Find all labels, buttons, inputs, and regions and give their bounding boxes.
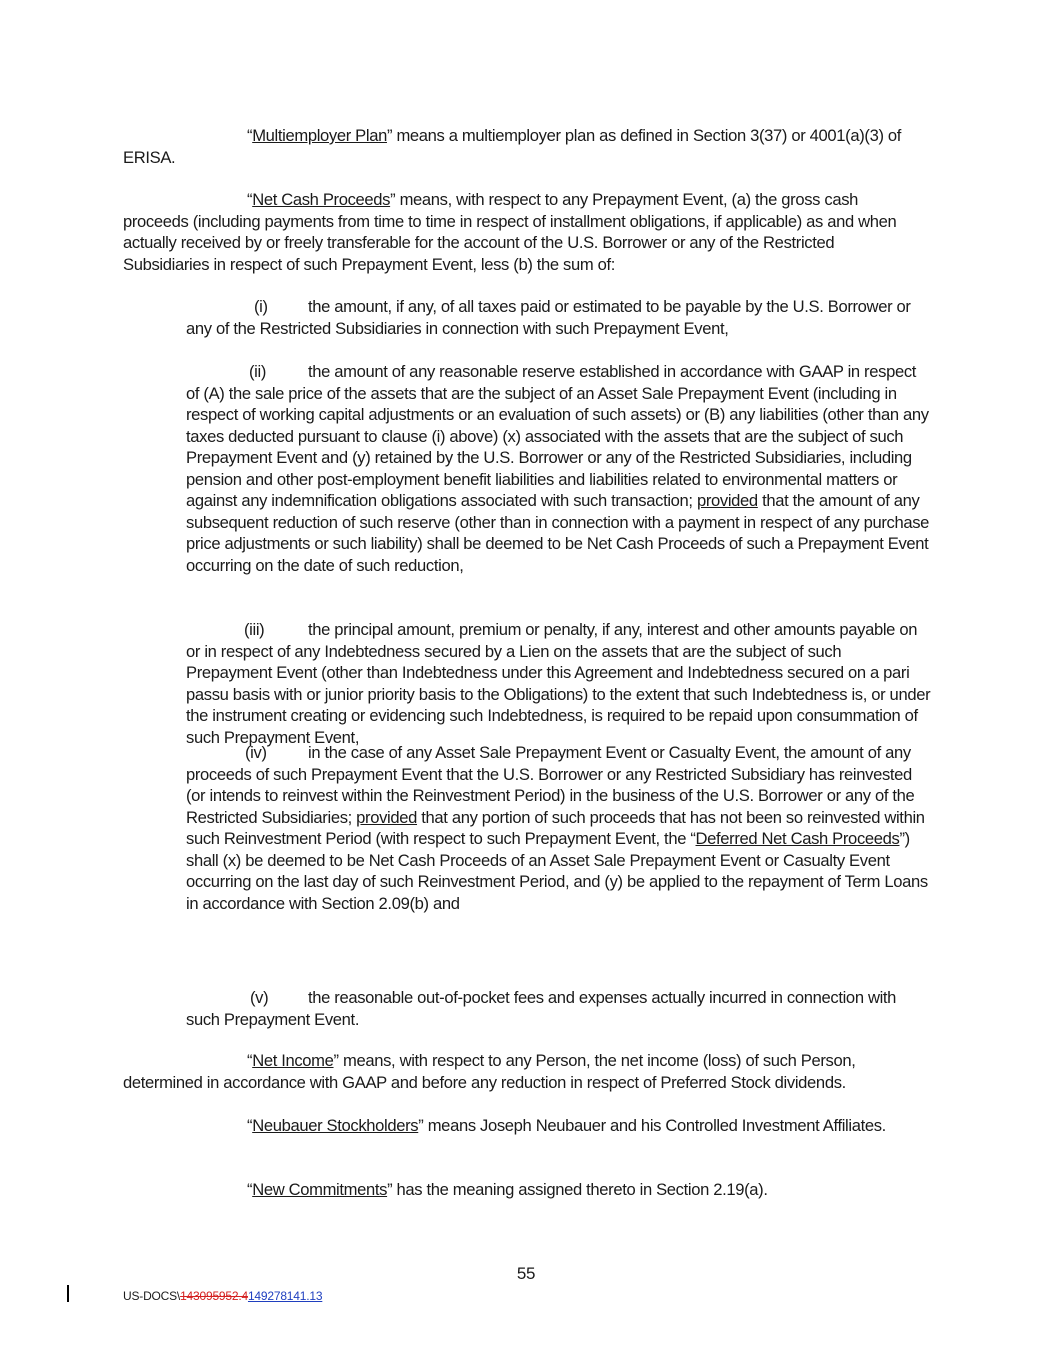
defined-term: Multiemployer Plan — [252, 126, 387, 145]
clause-number: (v) — [250, 988, 269, 1007]
clause-number: (iii) — [244, 620, 265, 639]
defined-term: Net Cash Proceeds — [252, 190, 391, 209]
clause-v: (v) the reasonable out-of-pocket fees and expenses actually incurred in connection with such Prepayment Event. — [186, 988, 897, 1029]
definition-net-cash-proceeds: “Net Cash Proceeds” means, with respect to any Prepayment Event, (a) the gross cash proceeds (including payments from time to time in respect of installment obligations, if applicable) as and when actually received by or freely transferable for the account of the U.S. Borrower or any of the Restricted Subsidiaries in respect of such Prepayment Event, less (b) the sum of: — [123, 190, 897, 274]
clause-i: (i) the amount, if any, of all taxes paid or estimated to be payable by the U.S. Borrower or any of the Restricted Subsidiaries in connection with such Prepayment Event, — [186, 297, 911, 338]
page-number: 55 — [516, 1264, 536, 1283]
defined-term: Net Income — [252, 1051, 334, 1070]
proviso-keyword: provided — [356, 807, 418, 827]
deleted-doc-number: 143095952.4 — [180, 1289, 248, 1303]
defined-term: Deferred Net Cash Proceeds — [695, 829, 900, 848]
clause-number: (iv) — [245, 743, 267, 762]
revision-bar — [67, 1285, 69, 1302]
inserted-doc-number: 149278141.13 — [247, 1289, 323, 1303]
definition-neubauer-stockholders: “Neubauer Stockholders” means Joseph Neubauer and his Controlled Investment Affiliates. — [247, 1116, 886, 1135]
proviso-keyword: provided — [696, 491, 758, 510]
clause-iv: (iv) in the case of any Asset Sale Prepayment Event or Casualty Event, the amount of any proceeds of such Prepayment Event that the U.S. Borrower or any Restricted Subsidiary has reinvested (or intends to reinvest within the Reinvestment Period) in the business of the U.S. Borrower or any of the Restricted Subsidiaries; provided that any portion of such proceeds that has not been so reinvested within such Reinvestment Period (with respect to such Prepayment Event, the “Deferred Net Cash Proceeds”) shall (x) be deemed to be Net Cash Proceeds of an Asset Sale Prepayment Event or Casualty Event occurring on the last day of such Reinvestment Period, and (y) be applied to the repayment of Term Loans in accordance with Section 2.09(b) and — [186, 743, 928, 913]
definition-net-income: “Net Income” means, with respect to any Person, the net income (loss) of such Person, determined in accordance with GAAP and before any reduction in respect of Preferred Stock dividends. — [123, 1051, 856, 1092]
clause-ii: (ii) the amount of any reasonable reserve established in accordance with GAAP in respect of (A) the sale price of the assets that are the subject of an Asset Sale Prepayment Event (including in respect of working capital adjustments or an evaluation of such assets) or (B) any liabilities (other than any taxes deducted pursuant to clause (i) above) (x) associated with the assets that are the subject of such Prepayment Event and (y) retained by the U.S. Borrower or any of the Restricted Subsidiaries, including pension and other post-employment benefit liabilities and liabilities related to environmental matters or against any indemnification obligations associated with such transaction; provided that the amount of any subsequent reduction of such reserve (other than in connection with a payment in respect of any purchase price adjustments or such liability) shall be deemed to be Net Cash Proceeds of such a Prepayment Event occurring on the date of such reduction, — [186, 362, 930, 575]
clause-number: (ii) — [249, 362, 267, 381]
defined-term: New Commitments — [252, 1180, 388, 1199]
document-id-footer: US-DOCS\143095952.4149278141.13 — [123, 1289, 323, 1303]
definition-multiemployer-plan: “Multiemployer Plan” means a multiemployer plan as defined in Section 3(37) or 4001(a)(3) of ERISA. — [123, 126, 902, 167]
definition-new-commitments: “New Commitments” has the meaning assigned thereto in Section 2.19(a). — [247, 1180, 768, 1199]
clause-iii: (iii) the principal amount, premium or penalty, if any, interest and other amounts payable on or in respect of any Indebtedness secured by a Lien on the assets that are the subject of such Prepayment Event (other than Indebtedness under this Agreement and Indebtedness secured on a pari passu basis with or junior priority basis to the Obligations) to the extent that such Indebtedness is, or under the instrument creating or evidencing such Indebtedness, is required to be repaid upon consummation of such Prepayment Event, — [186, 620, 931, 747]
clause-number: (i) — [254, 297, 268, 316]
defined-term: Neubauer Stockholders — [252, 1116, 419, 1135]
